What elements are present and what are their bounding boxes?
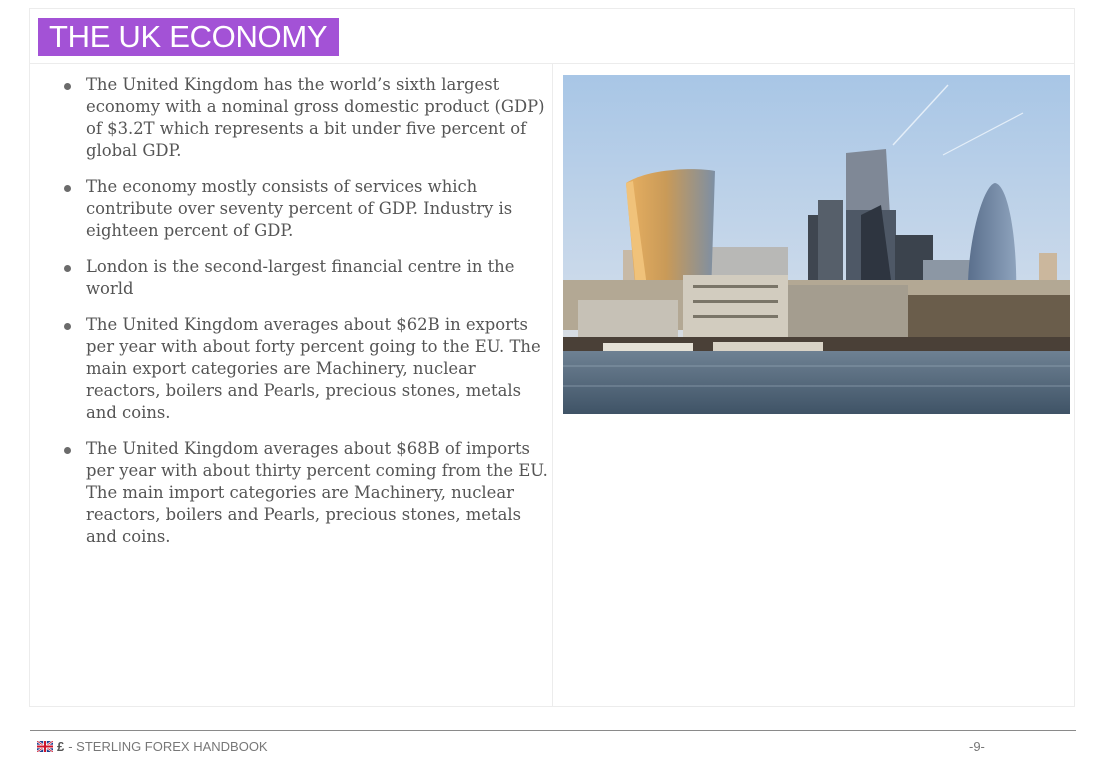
bullet-text: The United Kingdom averages about $62B in exports per year with about forty percent going to the EU. The main export categories are Machinery, nuclear reactors, boilers and Pearls, precious stones, metals and coins. xyxy=(86,315,541,422)
currency-symbol: £ xyxy=(57,739,65,754)
bullet-text: The United Kingdom averages about $68B of imports per year with about thirty percent coming from the EU. The main import categories are Machinery, nuclear reactors, boilers and Pearls, precious stones, metals and coins. xyxy=(86,439,548,546)
bullet-item xyxy=(58,256,548,300)
column-divider xyxy=(552,64,553,707)
bullet-item xyxy=(58,176,548,242)
footer-label xyxy=(37,739,268,754)
page-title: THE UK ECONOMY xyxy=(38,18,339,56)
bullet-item xyxy=(58,438,548,548)
bullet-text: London is the second-largest financial centre in the world xyxy=(86,257,515,298)
uk-flag-icon xyxy=(37,741,53,752)
bullet-text: The economy mostly consists of services which contribute over seventy percent of GDP. Industry is eighteen percent of GDP. xyxy=(86,177,513,240)
bullet-list xyxy=(58,74,548,562)
footer-divider xyxy=(30,730,1076,731)
bullet-dot-icon xyxy=(64,83,71,90)
bullet-dot-icon xyxy=(64,265,71,272)
page-number: -9- xyxy=(969,739,985,754)
bullet-item xyxy=(58,314,548,424)
bullet-dot-icon xyxy=(64,447,71,454)
bullet-text: The United Kingdom has the world’s sixth largest economy with a nominal gross domestic product (GDP) of $3.2T which represents a bit under five percent of global GDP. xyxy=(86,75,545,160)
bullet-dot-icon xyxy=(64,323,71,330)
bullet-dot-icon xyxy=(64,185,71,192)
london-skyline-photo xyxy=(563,75,1070,414)
handbook-label: - STERLING FOREX HANDBOOK xyxy=(68,739,268,754)
bullet-item xyxy=(58,74,548,162)
